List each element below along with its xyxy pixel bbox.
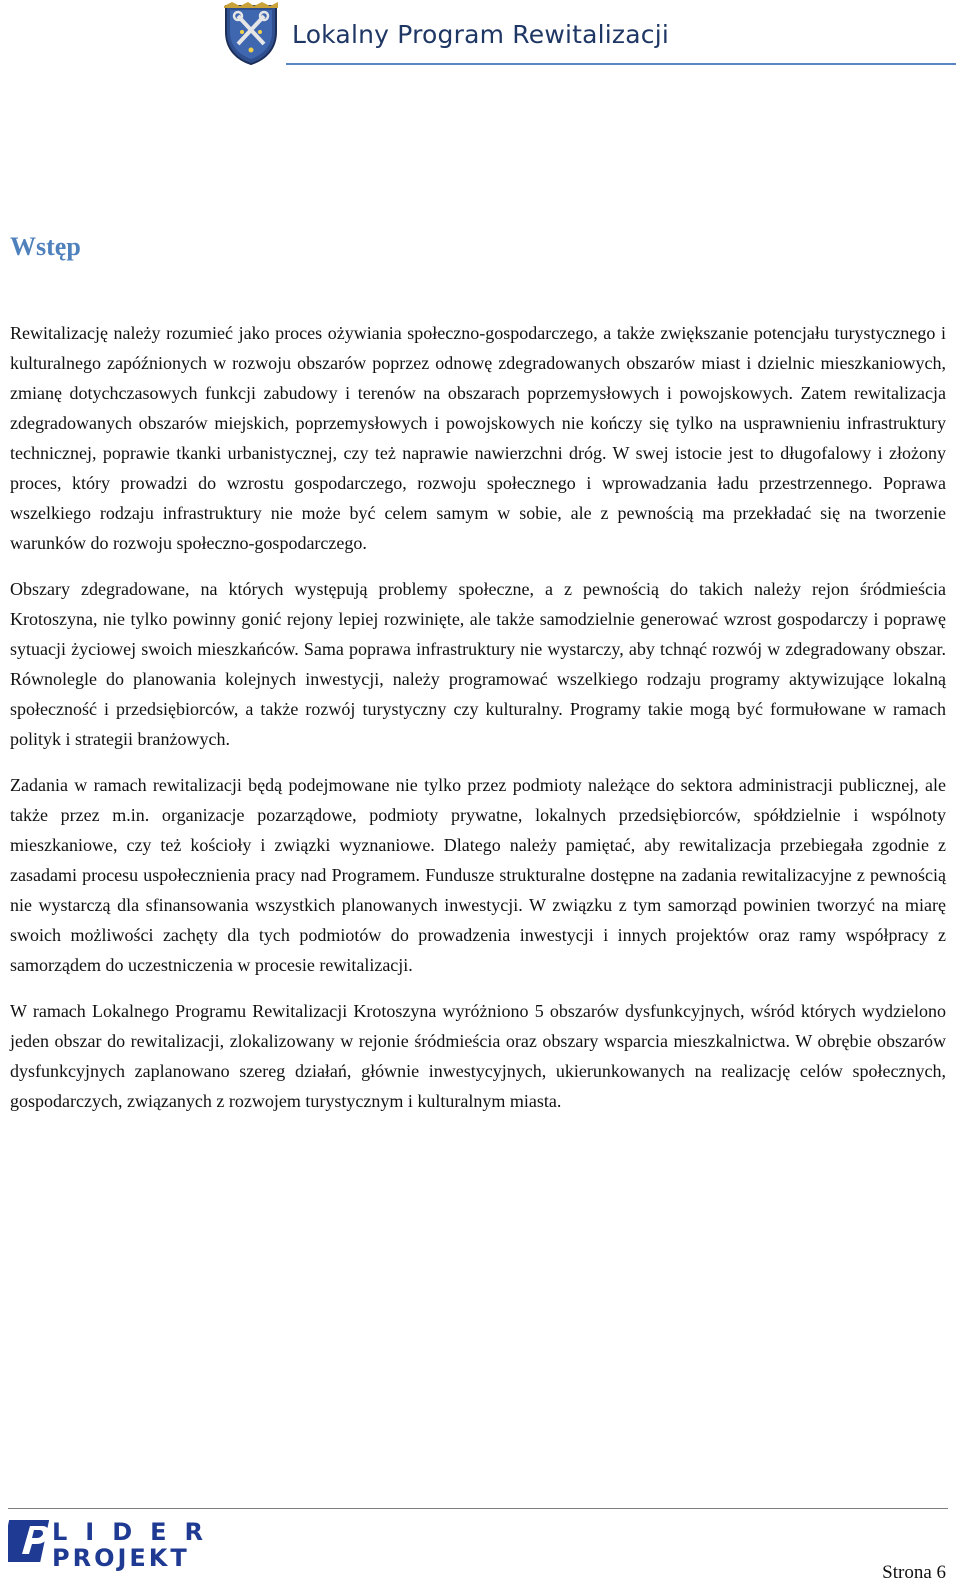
paragraph: W ramach Lokalnego Programu Rewitalizacji Krotoszyna wyróżniono 5 obszarów dysfunkcyjnych, wśród których wydzielono jeden obszar do rewitalizacji, zlokalizowany w rejonie śródmieścia oraz obszary wsparcia mieszkalnictwa. W obrębie obszarów dysfunkcyjnych zaplanowano szereg działań, głównie inwestycyjnych, ukierunkowanych na realizację celów społecznych, gospodarczych, związanych z rozwojem turystycznym i kulturalnym miasta. xyxy=(10,1001,946,1111)
paragraph: Zadania w ramach rewitalizacji będą podejmowane nie tylko przez podmioty należące do sektora administracji publicznej, ale także przez m.in. organizacje pozarządowe, podmioty prywatne, lokalnych przedsiębiorców, spółdzielnie i wspólnoty mieszkaniowe, czy też kościoły i związki wyznaniowe. Dlatego należy pamiętać, aby rewitalizacja przebiegała zgodnie z zasadami procesu uspołecznienia pracy nad Programem. Fundusze strukturalne dostępne na zadania rewitalizacyjne z pewnością nie wystarczą dla sfinansowania wszystkich planowanych inwestycji. W związku z tym samorząd powinien tworzyć na miarę swoich możliwości zachęty dla tych podmiotów do prowadzenia inwestycji i innych projektów oraz ramy współpracy z samorządem do uczestniczenia w procesie rewitalizacji. xyxy=(10,775,946,975)
document-body xyxy=(10,318,946,1132)
section-title: Wstęp xyxy=(10,232,81,261)
paragraph: Obszary zdegradowane, na których występują problemy społeczne, a z pewnością do takich należy rejon śródmieścia Krotoszyna, nie tylko powinny gonić rejony lepiej rozwinięte, ale także samodzielnie generować wzrost gospodarczy i poprawę sytuacji życiowej swoich mieszkańców. Sama poprawa infrastruktury nie wystarczy, aby tchnąć rozwój w zdegradowany obszar. Równolegle do planowania kolejnych inwestycji, należy programować wszelkiego rodzaju programy aktywizujące lokalną społeczność i przedsiębiorców, a także rozwój turystyczny czy kulturalny. Programy takie mogą być formułowane w ramach polityk i strategii branżowych. xyxy=(10,579,946,749)
lider-projekt-logo-icon xyxy=(8,1516,58,1566)
footer-divider xyxy=(8,1508,948,1509)
header-divider xyxy=(286,63,956,65)
header-title: Lokalny Program Rewitalizacji xyxy=(292,20,670,49)
logo-text-lider: LIDER xyxy=(52,1518,222,1546)
page-number: Strona 6 xyxy=(882,1562,946,1583)
logo-text-projekt: PROJEKT xyxy=(52,1544,190,1572)
lider-projekt-logo xyxy=(8,1516,238,1586)
coat-of-arms-icon xyxy=(220,2,282,66)
paragraph: Rewitalizację należy rozumieć jako proces ożywiania społeczno-gospodarczego, a także zwiększanie potencjału turystycznego i kulturalnego zapóźnionych w rozwoju obszarów poprzez odnowę zdegradowanych obszarów miast i dzielnic mieszkaniowych, zmianę dotychczasowych funkcji zabudowy i terenów na obszarach poprzemysłowych i powojskowych. Zatem rewitalizacja zdegradowanych obszarów miejskich, poprzemysłowych i powojskowych nie kończy się tylko na usprawnieniu infrastruktury technicznej, poprawie tkanki urbanistycznej, czy też naprawie nawierzchni dróg. W swej istocie jest to długofalowy i złożony proces, który prowadzi do wzrostu gospodarczego, rozwoju społecznego i wprowadzania ładu przestrzennego. Poprawa wszelkiego rodzaju infrastruktury nie może być celem samym w sobie, ale z pewnością ma przekładać się na tworzenie warunków do rozwoju społeczno-gospodarczego. xyxy=(10,323,946,553)
page-header xyxy=(0,0,960,72)
